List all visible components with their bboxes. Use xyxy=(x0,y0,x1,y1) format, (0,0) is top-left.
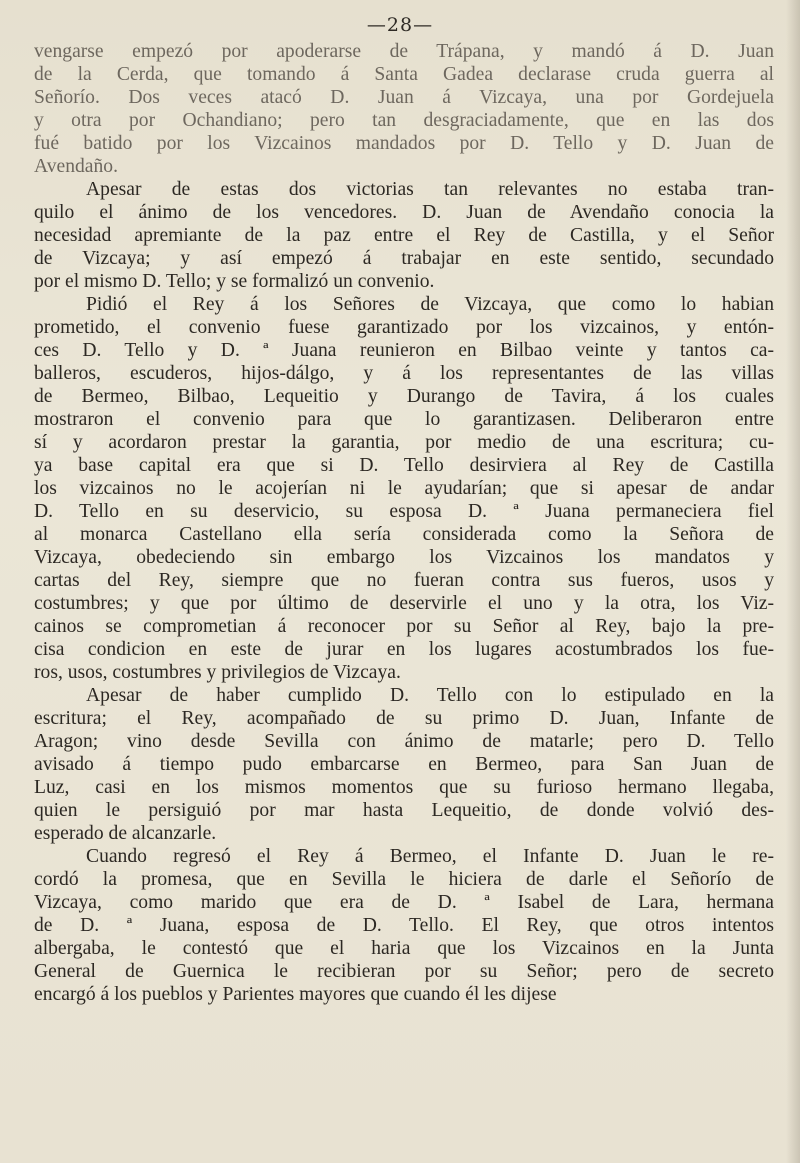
text-line: Vizcaya, obedeciendo sin embargo los Vizcainos los mandatos y xyxy=(34,547,774,568)
text-line: quilo el ánimo de los vencedores. D. Juan de Avendaño conocia la xyxy=(34,202,774,223)
text-line: quien le persiguió por mar hasta Lequeitio, de donde volvió des- xyxy=(34,800,774,821)
text-line: prometido, el convenio fuese garantizado por los vizcainos, y entón- xyxy=(34,317,774,338)
text-line: cartas del Rey, siempre que no fueran contra sus fueros, usos y xyxy=(34,570,774,591)
text-line: al monarca Castellano ella sería considerada como la Señora de xyxy=(34,524,774,545)
text-line: cordó la promesa, que en Sevilla le hiciera de darle el Señorío de xyxy=(34,869,774,890)
text-line: Aragon; vino desde Sevilla con ánimo de matarle; pero D. Tello xyxy=(34,731,774,752)
paragraph xyxy=(34,684,774,845)
text-line: Apesar de estas dos victorias tan relevantes no estaba tran- xyxy=(86,179,774,200)
text-line: de D. ª Juana, esposa de D. Tello. El Rey, que otros intentos xyxy=(34,915,774,936)
text-line: de Bermeo, Bilbao, Lequeitio y Durango de Tavira, á los cuales xyxy=(34,386,774,407)
text-line: fué batido por los Vizcainos mandados por D. Tello y D. Juan de xyxy=(34,133,774,154)
text-line: cainos se comprometian á reconocer por su Señor al Rey, bajo la pre- xyxy=(34,616,774,637)
text-line: D. Tello en su deservicio, su esposa D. ª Juana permaneciera fiel xyxy=(34,501,774,522)
text-line: General de Guernica le recibieran por su Señor; pero de secreto xyxy=(34,961,774,982)
text-line: costumbres; y que por último de deservirle el uno y la otra, los Viz- xyxy=(34,593,774,614)
text-line: avisado á tiempo pudo embarcarse en Bermeo, para San Juan de xyxy=(34,754,774,775)
text-line: de la Cerda, que tomando á Santa Gadea declarase cruda guerra al xyxy=(34,64,774,85)
text-line: Señorío. Dos veces atacó D. Juan á Vizcaya, una por Gordejuela xyxy=(34,87,774,108)
paragraph xyxy=(34,40,774,178)
text-line: vengarse empezó por apoderarse de Trápana, y mandó á D. Juan xyxy=(34,41,774,62)
text-line: escritura; el Rey, acompañado de su primo D. Juan, Infante de xyxy=(34,708,774,729)
paragraph xyxy=(34,845,774,1006)
text-line: necesidad apremiante de la paz entre el Rey de Castilla, y el Señor xyxy=(34,225,774,246)
text-line: ces D. Tello y D. ª Juana reunieron en Bilbao veinte y tantos ca- xyxy=(34,340,774,361)
text-line: cisa condicion en este de jurar en los lugares acostumbrados los fue- xyxy=(34,639,774,660)
text-line: Cuando regresó el Rey á Bermeo, el Infante D. Juan le re- xyxy=(86,846,774,867)
text-body xyxy=(34,40,774,1006)
text-line: Vizcaya, como marido que era de D. ª Isabel de Lara, hermana xyxy=(34,892,774,913)
text-line: albergaba, le contestó que el haria que los Vizcainos en la Junta xyxy=(34,938,774,959)
text-line: Avendaño. xyxy=(34,156,118,177)
text-line: Pidió el Rey á los Señores de Vizcaya, que como lo habian xyxy=(86,294,774,315)
text-line: sí y acordaron prestar la garantia, por medio de una escritura; cu- xyxy=(34,432,774,453)
paragraph xyxy=(34,293,774,684)
text-line: esperado de alcanzarle. xyxy=(34,823,217,844)
text-line: por el mismo D. Tello; y se formalizó un convenio. xyxy=(34,271,435,292)
text-line: encargó á los pueblos y Parientes mayores que cuando él les dijese xyxy=(34,984,557,1005)
text-line: Luz, casi en los mismos momentos que su furioso hermano llegaba, xyxy=(34,777,774,798)
text-line: Apesar de haber cumplido D. Tello con lo estipulado en la xyxy=(86,685,774,706)
text-line: ros, usos, costumbres y privilegios de Vizcaya. xyxy=(34,662,401,683)
paragraph xyxy=(34,178,774,293)
text-line: ya base capital era que si D. Tello desirviera al Rey de Castilla xyxy=(34,455,774,476)
text-line: y otra por Ochandiano; pero tan desgraciadamente, que en las dos xyxy=(34,110,774,131)
text-line: mostraron el convenio para que lo garantizasen. Deliberaron entre xyxy=(34,409,774,430)
text-line: de Vizcaya; y así empezó á trabajar en este sentido, secundado xyxy=(34,248,774,269)
page-number: —28— xyxy=(366,14,434,36)
page-edge-shadow xyxy=(786,0,800,1163)
text-line: los vizcainos no le acojerían ni le ayudarían; que si apesar de andar xyxy=(34,478,774,499)
text-line: balleros, escuderos, hijos-dálgo, y á los representantes de las villas xyxy=(34,363,774,384)
